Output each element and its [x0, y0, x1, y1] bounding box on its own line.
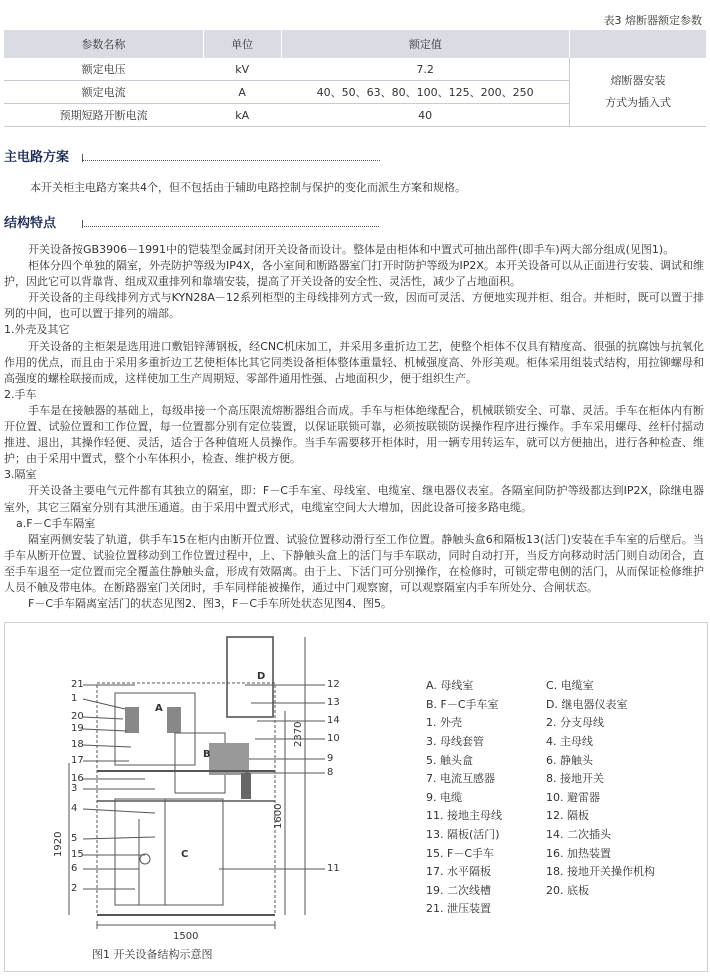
- legend-item: 3. 母线套管: [426, 735, 484, 749]
- legend-item: 6. 静触头: [546, 753, 593, 767]
- table-cell: 预期短路开断电流: [4, 104, 203, 127]
- legend-row: [426, 732, 706, 751]
- svg-text:16: 16: [71, 773, 84, 784]
- paragraph: 本开关柜主电路方案共4个，但不包括由于辅助电路控制与保护的变化而派生方案和规格。: [30, 181, 466, 194]
- legend-item: 1. 外壳: [426, 716, 462, 730]
- svg-text:12: 12: [327, 679, 340, 690]
- section-divider: [82, 226, 379, 227]
- legend-item: 16. 加热装置: [546, 846, 611, 860]
- section-divider: [82, 160, 380, 161]
- svg-text:4: 4: [71, 803, 78, 814]
- table-note-line: 熔断器安装: [610, 74, 666, 87]
- legend-item: 17. 水平隔板: [426, 865, 491, 879]
- legend-row: [426, 843, 706, 862]
- table-cell: 40、50、63、80、100、125、200、250: [281, 81, 570, 104]
- figure-legend: [426, 676, 706, 918]
- section-title-structure: 结构特点: [4, 216, 57, 231]
- table-caption: 表3 熔断器额定参数: [603, 14, 702, 27]
- legend-item: 5. 触头盒: [426, 753, 473, 767]
- svg-text:2370: 2370: [293, 721, 304, 747]
- svg-text:11: 11: [327, 863, 340, 874]
- legend-row: [426, 788, 706, 807]
- paragraph: 隔室两侧安装了轨道，供手车15在柜内由断开位置、试验位置移动滑行至工作位置。静触头盒6和隔板13(活门)安装在手车室的后壁后。当手车从断开位置、试验位置移动到工作位置过程中，上、下静触头盒上的活门与手车联动，同时自动打开，当反方向移动时活门则自动闭合，直至手车退至一定位置而完全覆盖住静触头盒，形成有效隔离。由于上、下活门可分别操作，在检修时，可锁定带电侧的活门，从而保证检修维护人员不触及带电体。在断路器室门关闭时，手车同样能被操作，通过中门观察窗，可以观察隔室内手车所处分、合闸状态。: [4, 532, 704, 594]
- table-header-row: [4, 30, 706, 58]
- svg-text:9: 9: [327, 753, 334, 764]
- table-header: 额定值: [281, 30, 570, 58]
- svg-text:1: 1: [71, 693, 78, 704]
- table-header-blank: [570, 30, 706, 58]
- legend-item: 9. 电缆: [426, 790, 462, 804]
- legend-item: B. F－C手车室: [426, 697, 499, 711]
- table-cell: 40: [281, 104, 570, 127]
- legend-row: [426, 695, 706, 714]
- figure-caption: 图1 开关设备结构示意图: [92, 948, 213, 961]
- table-cell: 额定电流: [4, 81, 203, 104]
- table-cell: kV: [203, 58, 281, 81]
- svg-text:17: 17: [71, 755, 84, 766]
- legend-item: 12. 隔板: [546, 809, 589, 823]
- paragraph: F－C手车隔离室活门的状态见图2、图3，F－C手车所处状态见图4、图5。: [28, 597, 393, 611]
- legend-item: 8. 接地开关: [546, 772, 604, 786]
- svg-text:D: D: [257, 671, 266, 682]
- legend-item: 15. F－C手车: [426, 846, 494, 860]
- table-cell: kA: [203, 104, 281, 127]
- table-cell: A: [203, 81, 281, 104]
- svg-text:2: 2: [71, 883, 78, 894]
- paragraph: 柜体分四个单独的隔室，外壳防护等级为IP4X，各小室间和断路器室门打开时防护等级为IP2X。本开关设备可以从正面进行安装、调试和维护，因此它可以背靠背、组成双重排列和靠墙安装，提高了开关设备的安全性、灵活性，减少了占地面积。: [4, 259, 704, 289]
- structure-body: [4, 242, 704, 612]
- legend-row: [426, 899, 706, 918]
- legend-item: 19. 二次线槽: [426, 883, 491, 897]
- section-divider-tick: [82, 220, 83, 228]
- legend-item: 18. 接地开关操作机构: [546, 865, 655, 879]
- paragraph: 开关设备的主柜架是选用进口敷铝锌薄钢板，经CNC机床加工，并采用多重折边工艺，使整个柜体不仅具有精度高、很强的抗腐蚀与抗氧化作用的优点，而且由于采用多重折边工艺使柜体比其它同类设备柜体整体重量轻、机械强度高、外形美观。柜体采用组装式结构，用拉铆螺母和高强度的螺栓联接而成，这样使加工生产周期短、零部件通用性强、占地面积少，便于组织生产。: [4, 339, 704, 385]
- legend-item: 7. 电流互感器: [426, 772, 495, 786]
- table-header: 参数名称: [4, 30, 203, 58]
- relay-compartment: [227, 637, 273, 717]
- legend-item: A. 母线室: [426, 679, 474, 693]
- legend-item: 13. 隔板(活门): [426, 828, 500, 842]
- section-divider-tick: [82, 154, 83, 162]
- svg-text:C: C: [181, 849, 189, 860]
- section-text: [4, 180, 704, 196]
- paragraph: 开关设备按GB3906－1991中的铠装型金属封闭开关设备而设计。整体是由柜体和中置式可抽出部件(即手车)两大部分组成(见图1)。: [28, 243, 675, 256]
- subheading: 3.隔室: [4, 468, 37, 482]
- table-row: [4, 58, 706, 81]
- legend-item: 4. 主母线: [546, 735, 593, 749]
- legend-row: [426, 713, 706, 732]
- svg-text:10: 10: [327, 733, 340, 744]
- svg-text:8: 8: [327, 767, 334, 778]
- legend-item: 11. 接地主母线: [426, 809, 502, 823]
- legend-item: C. 电缆室: [546, 679, 594, 693]
- table-header: 单位: [203, 30, 281, 58]
- subheading: 2.手车: [4, 387, 37, 401]
- svg-text:15: 15: [71, 849, 84, 860]
- svg-text:19: 19: [71, 723, 84, 734]
- paragraph: 手车是在接触器的基础上，每级串接一个高压限流熔断器组合而成。手车与柜体绝缘配合，机械联锁安全、可靠、灵活。手车在柜体内有断开位置、试验位置和工作位置，每一位置都分别有定位装置，以保证联锁可靠，必须按联锁防误操作程序进行操作。手车采用螺母、丝杆付摇动推进、退出，其操作轻便、灵活，适合于各种值班人员操作。当手车需要移开柜体时，用一辆专用转运车，就可以方便抽出，进行各种检查、维护；由于采用中置式，整个小车体积小，检查、维护极方便。: [4, 403, 704, 466]
- svg-text:21: 21: [71, 679, 84, 690]
- legend-item: 10. 避雷器: [546, 790, 600, 804]
- switchgear-diagram: [5, 623, 425, 943]
- svg-text:3: 3: [71, 783, 78, 794]
- subheading: a.F－C手车隔室: [16, 516, 96, 530]
- paragraph: 开关设备的主母线排列方式与KYN28A－12系列柜型的主母线排列方式一致，因而可灵活、方便地实现并柜、组合。并柜时，既可以置于排列的中间，也可以置于排列的端部。: [4, 291, 704, 321]
- legend-item: 14. 二次插头: [546, 828, 611, 842]
- legend-row: [426, 769, 706, 788]
- paragraph: 开关设备主要电气元件都有其独立的隔室，即：F－C手车室、母线室、电缆室、继电器仪表室。各隔室间防护等级都达到IP2X，除继电器室外，其它三隔室分别有其泄压通道。由于采用中置式形式，电缆室空间大大增加，因此设备可接多路电缆。: [4, 484, 704, 514]
- svg-text:1500: 1500: [173, 931, 199, 942]
- legend-row: [426, 881, 706, 900]
- svg-text:20: 20: [71, 711, 84, 722]
- table-note-line: 方式为插入式: [605, 96, 672, 109]
- svg-text:1920: 1920: [53, 831, 64, 857]
- svg-text:18: 18: [71, 739, 84, 750]
- legend-item: 21. 泄压装置: [426, 902, 491, 916]
- legend-row: [426, 862, 706, 881]
- svg-text:14: 14: [327, 715, 340, 726]
- table-cell: 额定电压: [4, 58, 203, 81]
- section-title-main-circuit: 主电路方案: [4, 150, 70, 165]
- legend-row: [426, 676, 706, 695]
- subheading: 1.外壳及其它: [4, 323, 70, 337]
- svg-text:6: 6: [71, 863, 78, 874]
- legend-row: [426, 806, 706, 825]
- svg-text:13: 13: [327, 697, 340, 708]
- svg-text:5: 5: [71, 833, 78, 844]
- legend-item: D. 继电器仪表室: [546, 697, 628, 711]
- fuse-params-table: [4, 30, 706, 127]
- table-note: [570, 58, 706, 127]
- legend-item: 20. 底板: [546, 883, 589, 897]
- svg-text:B: B: [203, 749, 211, 760]
- svg-text:1600: 1600: [273, 803, 284, 829]
- legend-item: 2. 分支母线: [546, 716, 604, 730]
- table-cell: 7.2: [281, 58, 570, 81]
- legend-row: [426, 825, 706, 844]
- svg-text:A: A: [155, 703, 163, 714]
- legend-row: [426, 750, 706, 769]
